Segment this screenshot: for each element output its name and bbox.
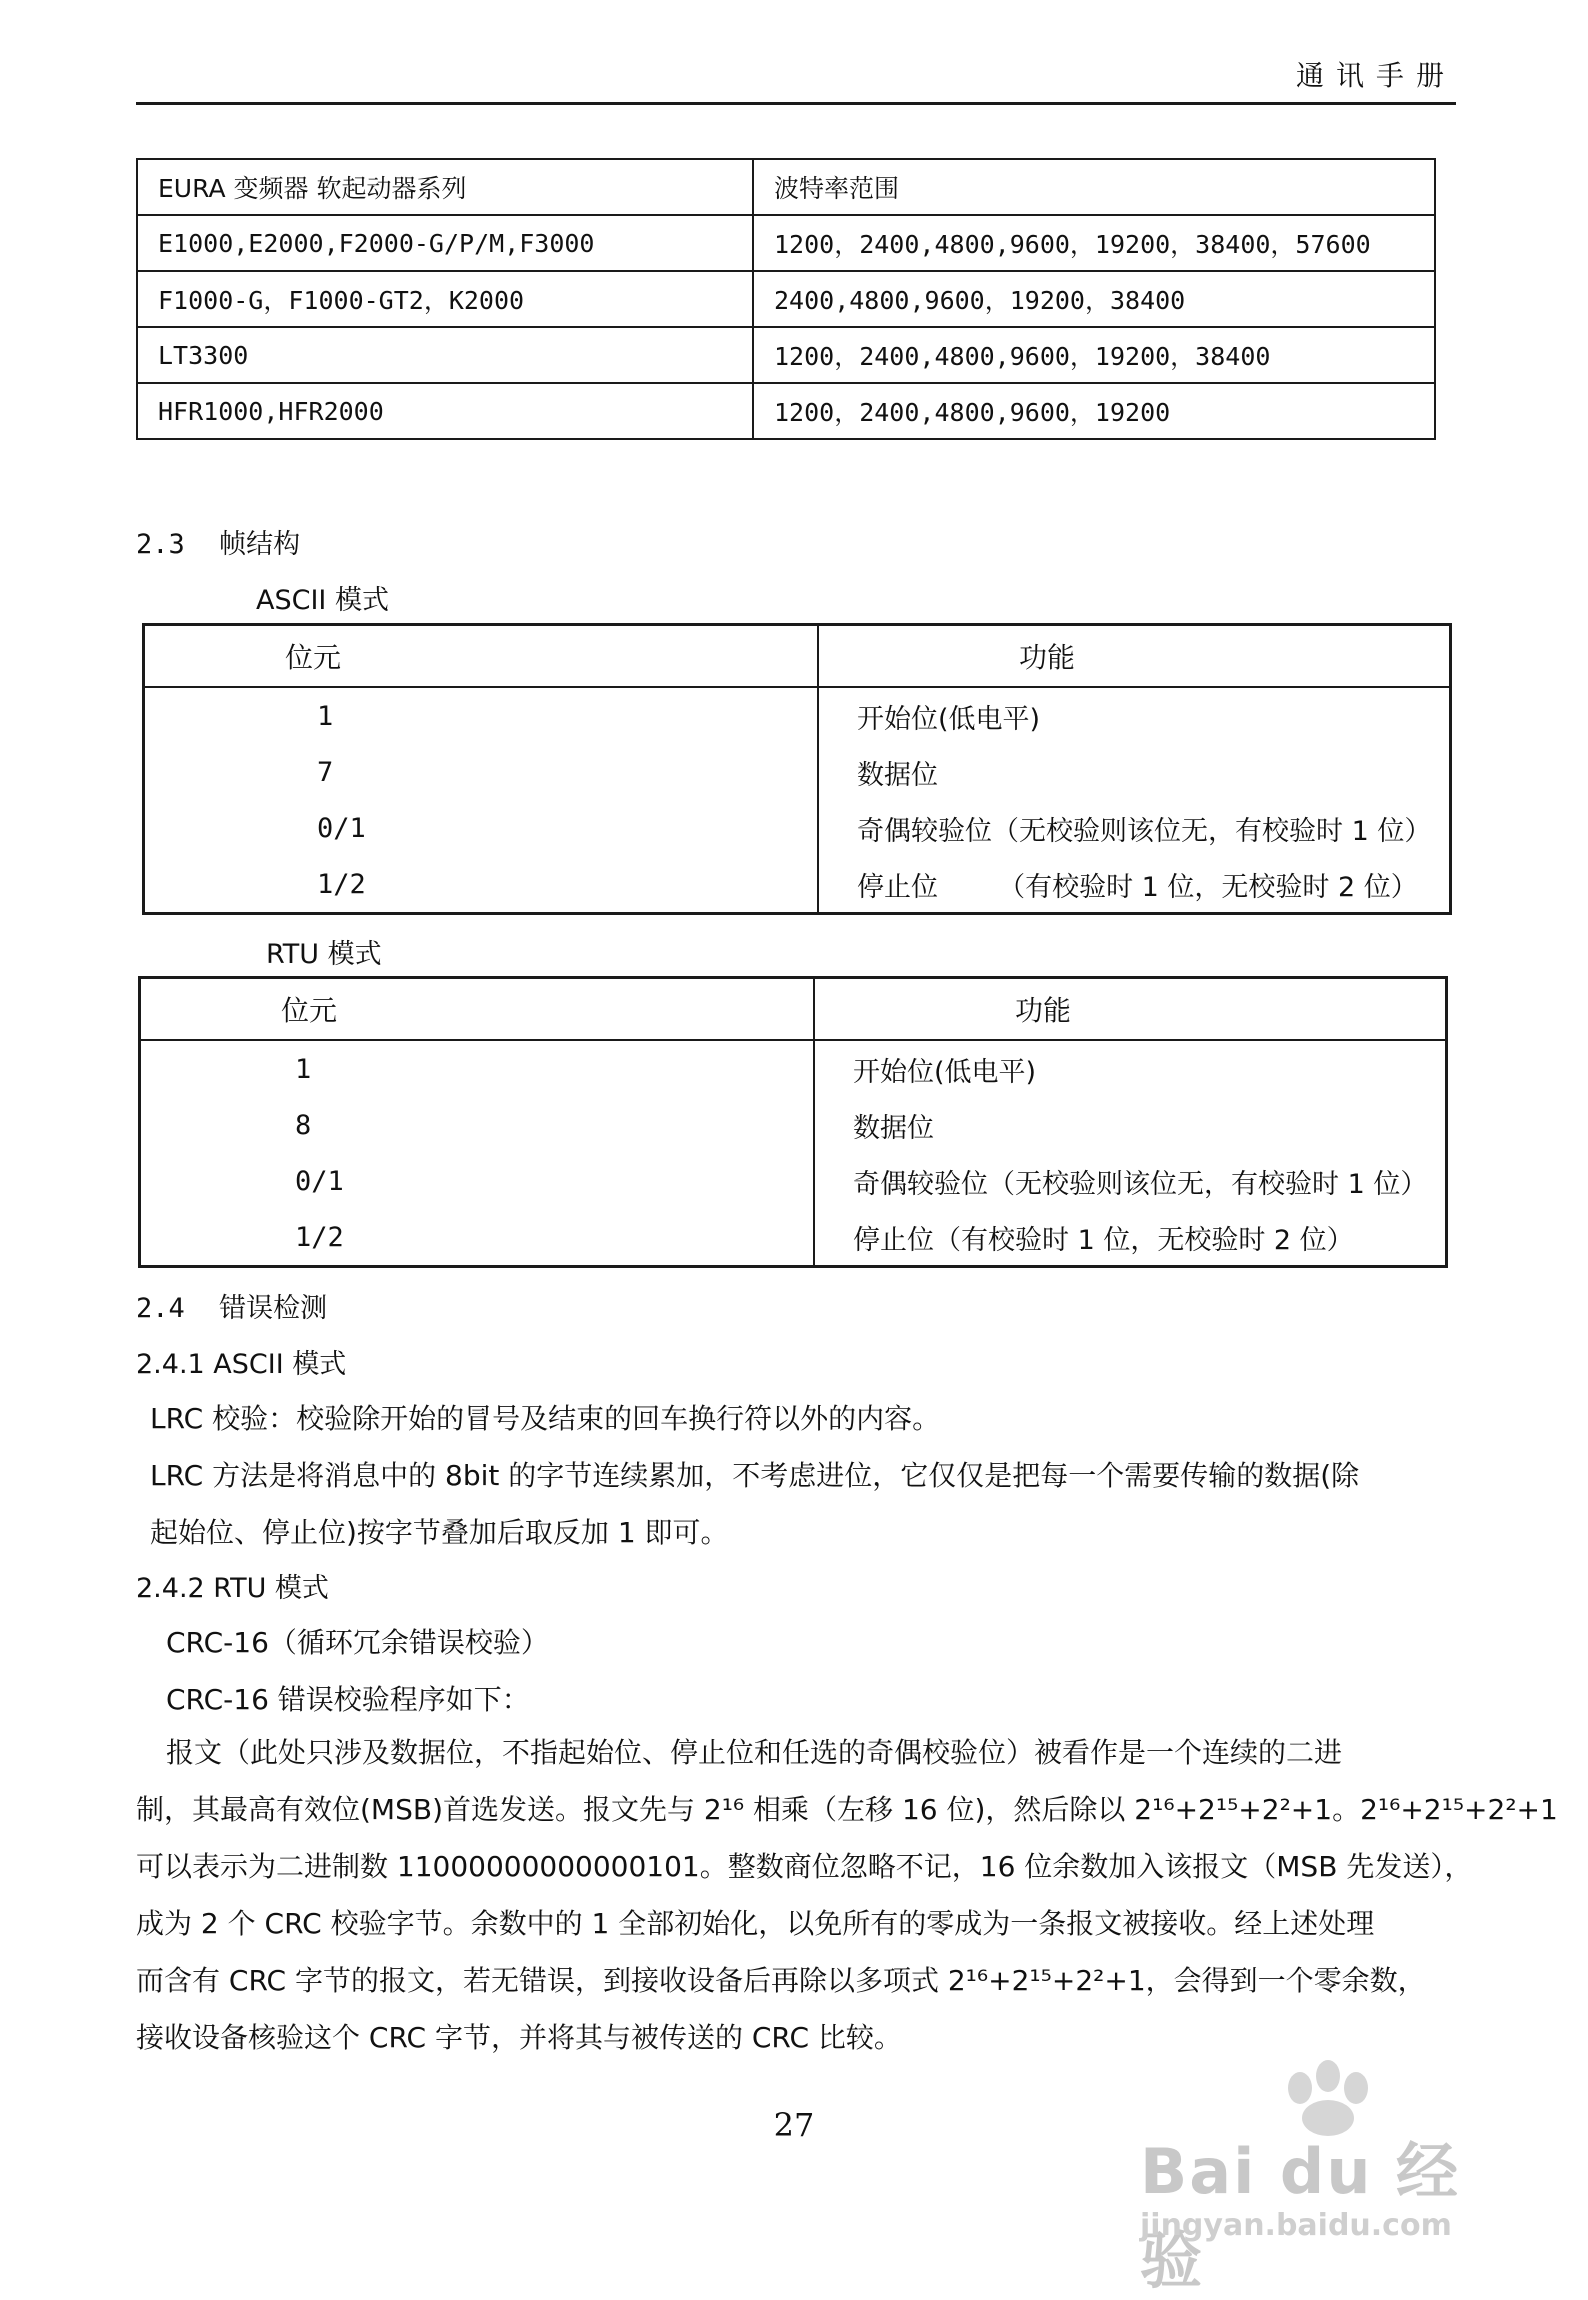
table-row xyxy=(140,1040,1447,1097)
column-header-function: 功能 xyxy=(818,625,1451,688)
table-row xyxy=(144,687,1451,744)
baidu-watermark xyxy=(1120,2058,1500,2297)
table-cell: HFR1000,HFR2000 xyxy=(137,383,753,439)
table-header-cell: 波特率范围 xyxy=(753,159,1435,215)
section-title: 帧结构 xyxy=(219,529,301,560)
section-number: 2.3 xyxy=(136,529,185,560)
table-cell: 0/1 xyxy=(140,1153,815,1209)
table-row xyxy=(144,800,1451,856)
paragraph-line: 成为 2 个 CRC 校验字节。余数中的 1 全部初始化，以免所有的零成为一条报文被接收。经上述处理 xyxy=(136,1907,1375,1940)
paragraph-line: 制，其最高有效位(MSB)首选发送。报文先与 2¹⁶ 相乘（左移 16 位)，然后除以 2¹⁶+2¹⁵+2²+1。2¹⁶+2¹⁵+2²+1 xyxy=(136,1793,1558,1826)
table-row xyxy=(140,1097,1447,1153)
section-number: 2.4 xyxy=(136,1293,185,1324)
table-cell: 奇偶较验位（无校验则该位无，有校验时 1 位） xyxy=(857,815,1432,847)
table-cell: 1200，2400,4800,9600，19200，38400 xyxy=(753,327,1435,383)
column-header-bits: 位元 xyxy=(140,978,815,1041)
table-cell: 2400,4800,9600，19200，38400 xyxy=(753,271,1435,327)
table-row xyxy=(144,625,1451,688)
table-row xyxy=(140,1209,1447,1267)
table-cell: 奇偶较验位（无校验则该位无，有校验时 1 位） xyxy=(853,1168,1428,1200)
column-header-bits: 位元 xyxy=(144,625,819,688)
table-cell: LT3300 xyxy=(137,327,753,383)
table-cell: 数据位 xyxy=(857,759,938,791)
table-cell: 1 xyxy=(140,1040,815,1097)
paragraph-line: 报文（此处只涉及数据位，不指起始位、停止位和任选的奇偶校验位）被看作是一个连续的二进 xyxy=(166,1736,1343,1769)
table-cell: E1000,E2000,F2000-G/P/M,F3000 xyxy=(137,215,753,271)
table-cell: 停止位 （有校验时 1 位，无校验时 2 位） xyxy=(857,871,1418,903)
paragraph-line: 可以表示为二进制数 11000000000000101。整数商位忽略不记，16 位余数加入该报文（MSB 先发送）， xyxy=(136,1850,1473,1883)
watermark-url: jingyan.baidu.com xyxy=(1140,2208,1452,2243)
table-cell: 数据位 xyxy=(853,1112,934,1144)
table-cell: F1000-G，F1000-GT2，K2000 xyxy=(137,271,753,327)
table-cell: 1200，2400,4800,9600，19200，38400，57600 xyxy=(753,215,1435,271)
paragraph-line: LRC 方法是将消息中的 8bit 的字节连续累加，不考虑进位，它仅仅是把每一个需要传输的数据(除 xyxy=(150,1459,1360,1492)
section-title: 错误检测 xyxy=(219,1293,328,1324)
paragraph-line: CRC-16（循环冗余错误校验） xyxy=(166,1626,549,1659)
paragraph-line: CRC-16 错误校验程序如下： xyxy=(166,1683,530,1716)
lrc-paragraph xyxy=(136,1390,1456,1561)
table-cell: 1 xyxy=(144,687,819,744)
table-row xyxy=(137,327,1435,383)
section-heading-2-4 xyxy=(136,1286,327,1325)
table-row xyxy=(137,271,1435,327)
table-cell: 停止位（有校验时 1 位，无校验时 2 位） xyxy=(853,1224,1354,1256)
subsection-heading-rtu: 2.4.2 RTU 模式 xyxy=(136,1573,329,1604)
subsection-heading-ascii: 2.4.1 ASCII 模式 xyxy=(136,1349,347,1380)
ascii-mode-caption: ASCII 模式 xyxy=(256,585,389,616)
table-row xyxy=(144,744,1451,800)
table-header-cell: EURA 变频器 软起动器系列 xyxy=(137,159,753,215)
table-row xyxy=(140,1153,1447,1209)
baud-rate-table xyxy=(136,158,1436,440)
rtu-frame-table xyxy=(138,976,1448,1268)
table-row xyxy=(137,383,1435,439)
table-cell: 7 xyxy=(144,744,819,800)
rtu-mode-caption: RTU 模式 xyxy=(266,939,382,970)
table-row xyxy=(137,159,1435,215)
table-cell: 开始位(低电平) xyxy=(857,703,1041,735)
table-row xyxy=(140,978,1447,1041)
section-heading-2-3 xyxy=(136,522,300,561)
paragraph-line: 而含有 CRC 字节的报文，若无错误，到接收设备后再除以多项式 2¹⁶+2¹⁵+2²+1，会得到一个零余数， xyxy=(136,1964,1426,1997)
paragraph-line: LRC 校验：校验除开始的冒号及结束的回车换行符以外的内容。 xyxy=(150,1402,941,1435)
table-row xyxy=(144,856,1451,914)
ascii-frame-table xyxy=(142,623,1452,915)
table-cell: 0/1 xyxy=(144,800,819,856)
watermark-brand: Bai du 经验 xyxy=(1140,2135,1461,2297)
paragraph-line: 接收设备核验这个 CRC 字节，并将其与被传送的 CRC 比较。 xyxy=(136,2021,902,2054)
table-cell: 1/2 xyxy=(144,856,819,914)
page-header xyxy=(136,50,1456,105)
paragraph-line: 起始位、停止位)按字节叠加后取反加 1 即可。 xyxy=(150,1516,729,1549)
table-cell: 8 xyxy=(140,1097,815,1153)
column-header-function: 功能 xyxy=(814,978,1447,1041)
table-cell: 1200，2400,4800,9600，19200 xyxy=(753,383,1435,439)
crc-paragraph xyxy=(136,1724,1558,2066)
table-cell: 1/2 xyxy=(140,1209,815,1267)
table-row xyxy=(137,215,1435,271)
page-number: 27 xyxy=(773,2106,815,2144)
table-cell: 开始位(低电平) xyxy=(853,1056,1037,1088)
crc-intro xyxy=(136,1614,1456,1728)
manual-title: 通讯手册 xyxy=(1295,59,1456,92)
